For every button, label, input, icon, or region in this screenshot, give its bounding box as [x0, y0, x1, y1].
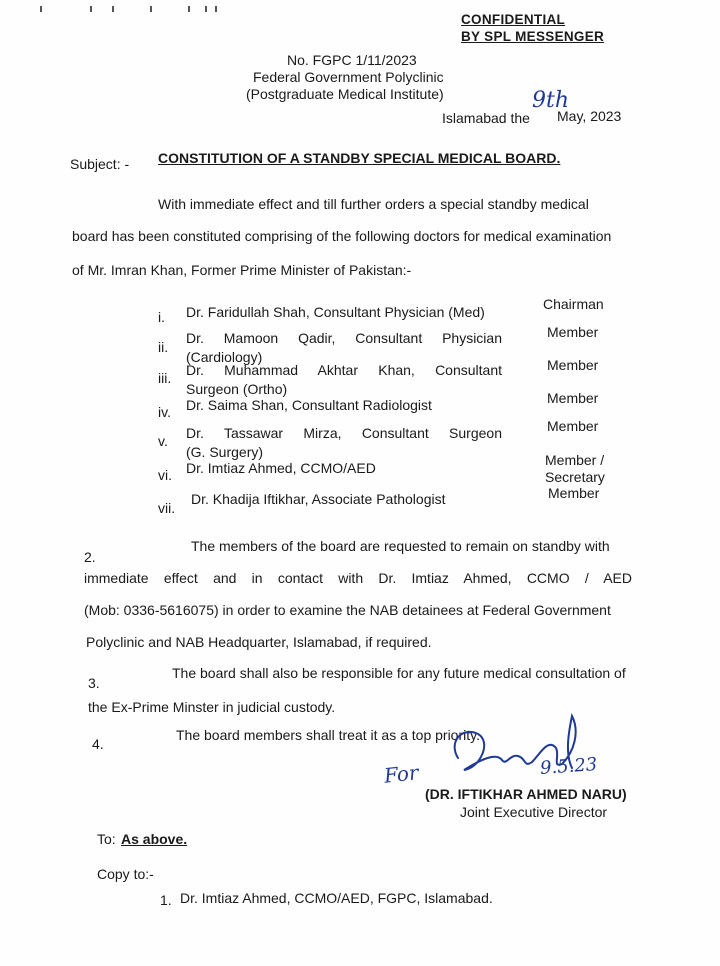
member-role: Chairman [543, 296, 604, 312]
member-name: Dr. Mamoon Qadir, Consultant Physician [186, 330, 502, 346]
member-name: Dr. Imtiaz Ahmed, CCMO/AED [186, 460, 376, 476]
copy-to-label: Copy to:- [97, 866, 154, 882]
para-2-line-4: Polyclinic and NAB Headquarter, Islamabad, if required. [86, 634, 432, 650]
member-name: Dr. Khadija Iftikhar, Associate Pathologist [191, 491, 446, 507]
intro-line-1: With immediate effect and till further orders a special standby medical [158, 196, 589, 212]
member-name: Dr. Muhammad Akhtar Khan, Consultant [186, 362, 502, 378]
member-number: iii. [158, 370, 172, 386]
member-number: vii. [158, 500, 176, 516]
member-name-continued: Surgeon (Ortho) [186, 381, 288, 397]
para-2-line-2: immediate effect and in contact with Dr. Imtiaz Ahmed, CCMO / AED [84, 570, 632, 586]
subject-label: Subject: - [70, 156, 130, 172]
member-name-continued: (Cardiology) [186, 349, 263, 365]
organization-subtitle: (Postgraduate Medical Institute) [246, 86, 444, 102]
para-3-number: 3. [88, 675, 100, 691]
subject-text: CONSTITUTION OF A STANDBY SPECIAL MEDICAL BOARD. [158, 150, 561, 166]
member-role: Member [547, 357, 599, 373]
member-name: Dr. Faridullah Shah, Consultant Physician (Med) [186, 304, 485, 320]
copy-item-text: Dr. Imtiaz Ahmed, CCMO/AED, FGPC, Islamabad. [180, 890, 493, 906]
para-4-number: 4. [92, 736, 104, 752]
member-name: Dr. Tassawar Mirza, Consultant Surgeon [186, 425, 502, 441]
member-role: Member [547, 418, 599, 434]
para-2-line-1: The members of the board are requested to remain on standby with [191, 538, 610, 554]
member-number: i. [158, 309, 165, 325]
member-role: Member [547, 390, 599, 406]
intro-line-2: board has been constituted comprising of the following doctors for medical examination [72, 228, 612, 244]
member-role: Member [548, 485, 600, 501]
to-label: To: [97, 831, 116, 847]
signature-date-handwritten: 9.5.23 [539, 754, 598, 779]
member-name: Dr. Saima Shan, Consultant Radiologist [186, 397, 432, 413]
member-number: v. [158, 433, 168, 449]
member-role-secretary: Secretary [545, 469, 605, 485]
para-2-number: 2. [84, 549, 96, 565]
member-role: Member [547, 324, 599, 340]
signature-for: For [382, 760, 420, 788]
member-name-continued: (G. Surgery) [186, 444, 264, 460]
para-3-line-1: The board shall also be responsible for any future medical consultation of [172, 665, 626, 681]
member-number: ii. [158, 339, 169, 355]
spl-messenger-mark: BY SPL MESSENGER [461, 29, 605, 44]
member-role: Member / [545, 452, 605, 468]
date-month-year: May, 2023 [557, 108, 622, 124]
confidential-mark: CONFIDENTIAL [461, 12, 566, 27]
para-4-line-1: The board members shall treat it as a top priority. [176, 727, 480, 743]
signatory-title: Joint Executive Director [460, 804, 608, 820]
copy-item-number: 1. [160, 892, 172, 908]
date-day-handwritten: 9th [532, 88, 570, 113]
signatory-name: (DR. IFTIKHAR AHMED NARU) [425, 786, 627, 802]
date-place: Islamabad the [442, 110, 530, 126]
member-number: vi. [158, 467, 172, 483]
member-number: iv. [158, 404, 171, 420]
para-3-line-2: the Ex-Prime Minster in judicial custody. [88, 699, 336, 715]
organization-name: Federal Government Polyclinic [253, 69, 444, 85]
para-2-line-3: (Mob: 0336-5616075) in order to examine the NAB detainees at Federal Government [84, 602, 611, 618]
intro-line-3: of Mr. Imran Khan, Former Prime Minister of Pakistan:- [72, 262, 412, 278]
reference-number: No. FGPC 1/11/2023 [287, 52, 417, 68]
to-value: As above. [121, 831, 188, 847]
